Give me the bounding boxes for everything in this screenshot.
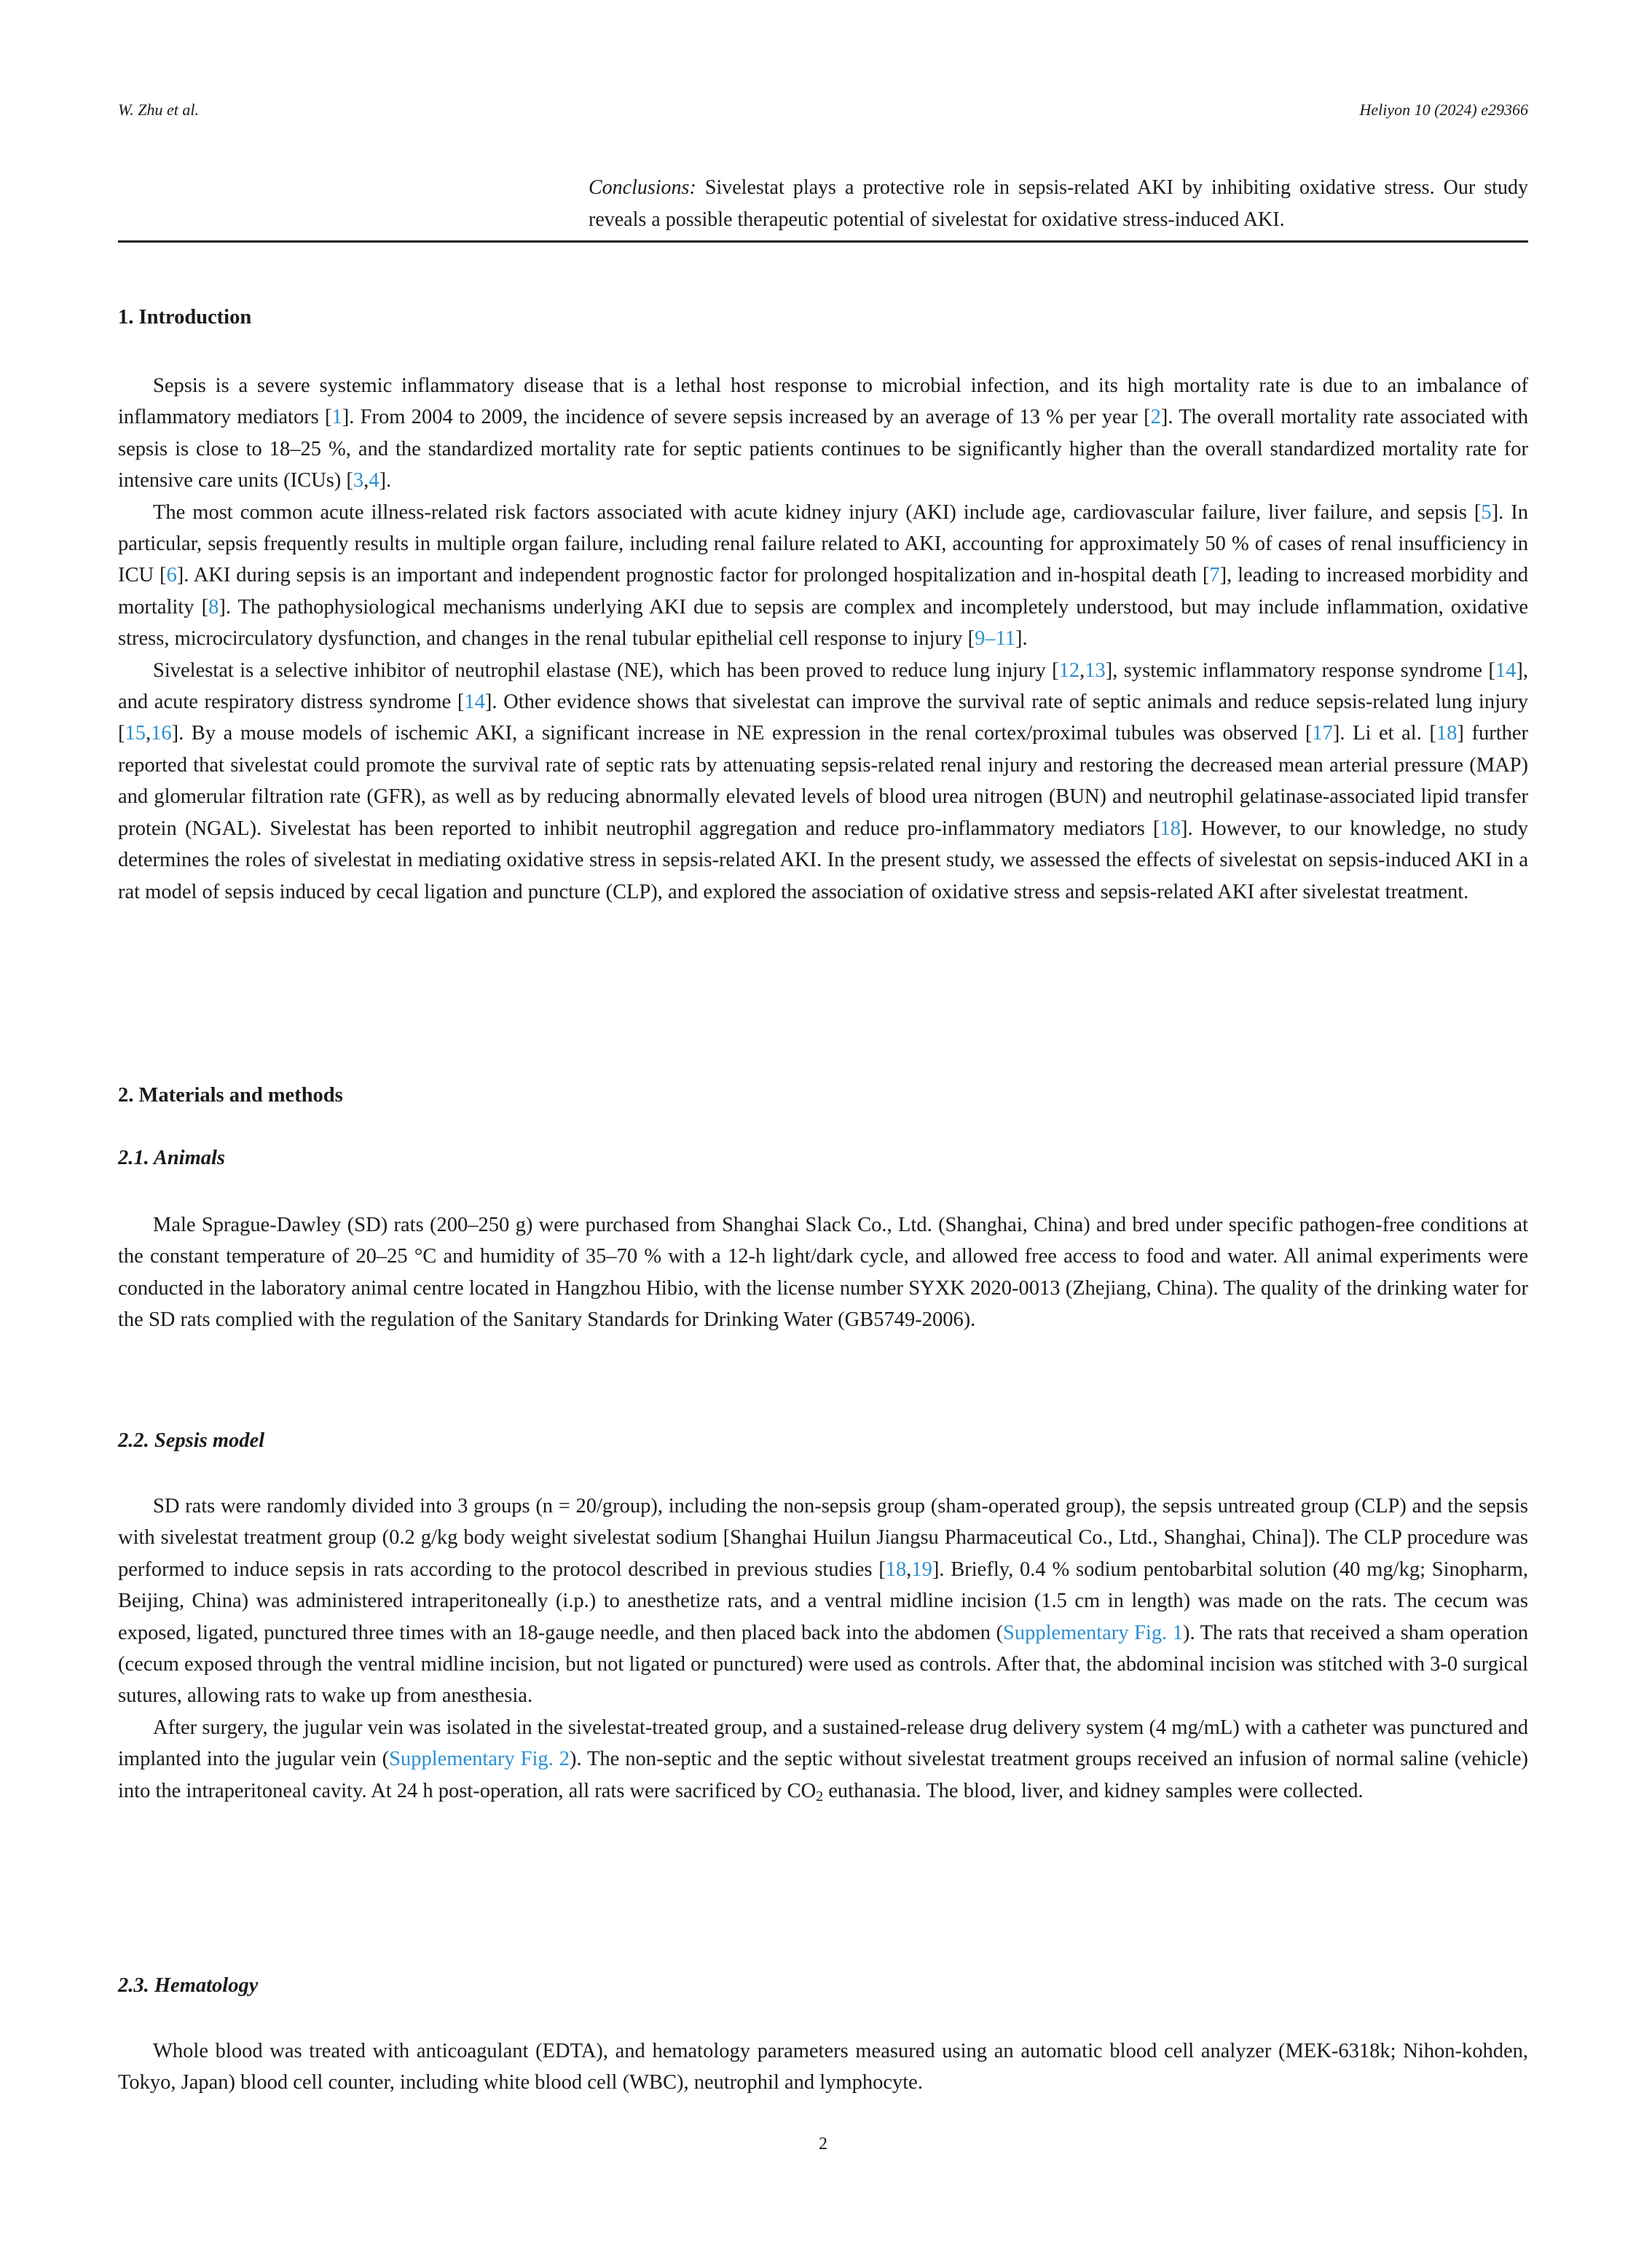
citation-link[interactable]: 14 xyxy=(1495,659,1517,682)
abstract-conclusions xyxy=(589,172,1528,236)
conclusions-text: Sivelestat plays a protective role in sepsis-related AKI by inhibiting oxidative stress. Our study reveals a possible therapeutic potential of sivelestat for oxidative stress-induced AKI. xyxy=(589,176,1528,231)
citation-link[interactable]: 17 xyxy=(1312,722,1333,745)
page-number: 2 xyxy=(819,2135,827,2153)
subsection-hematology xyxy=(118,1974,1528,1998)
intro-paragraph-3: Sivelestat is a selective inhibitor of neutrophil elastase (NE), which has been proved to reduce lung injury [12,13], systemic inflammatory response syndrome [14], and acute respiratory distress syndrome [14]. Other evidence shows that sivelestat can improve the survival rate of septic animals and reduce sepsis-related lung injury [15,16]. By a mouse models of ischemic AKI, a significant increase in NE expression in the renal cortex/proximal tubules was observed [17]. Li et al. [18] further reported that sivelestat could promote the survival rate of septic rats by attenuating sepsis-related renal injury and restoring the decreased mean arterial pressure (MAP) and glomerular filtration rate (GFR), as well as by reducing abnormally elevated levels of blood urea nitrogen (BUN) and neutrophil gelatinase-associated lipid transfer protein (NGAL). Sivelestat has been reported to inhibit neutrophil aggregation and reduce pro-inflammatory mediators [18]. However, to our knowledge, no study determines the roles of sivelestat in mediating oxidative stress in sepsis-related AKI. In the present study, we assessed the effects of sivelestat on sepsis-induced AKI in a rat model of sepsis induced by cecal ligation and puncture (CLP), and explored the association of oxidative stress and sepsis-related AKI after sivelestat treatment. xyxy=(118,659,1529,903)
citation-link[interactable]: 2 xyxy=(1150,406,1161,429)
section-title-introduction: 1. Introduction xyxy=(118,306,252,329)
citation-link[interactable]: 7 xyxy=(1209,564,1220,587)
supplementary-fig-2-link[interactable]: Supplementary Fig. 2 xyxy=(389,1748,570,1771)
section-title-methods: 2. Materials and methods xyxy=(118,1084,343,1107)
intro-paragraph-1: Sepsis is a severe systemic inflammatory disease that is a lethal host response to microbial infection, and its high mortality rate is due to an imbalance of inflammatory mediators [1]. From 2004 to 2009, the incidence of severe sepsis increased by an average of 13 % per year [2]. The overall mortality rate associated with sepsis is close to 18–25 %, and the standardized mortality rate for septic patients continues to be significantly higher than the overall standardized mortality rate for intensive care units (ICUs) [3,4]. xyxy=(118,374,1529,492)
citation-link[interactable]: 3 xyxy=(353,469,364,492)
citation-link[interactable]: 18 xyxy=(885,1558,907,1581)
citation-link[interactable]: 18 xyxy=(1160,817,1181,840)
animals-paragraph: Male Sprague-Dawley (SD) rats (200–250 g) were purchased from Shanghai Slack Co., Ltd. (Shanghai, China) and bred under specific pathogen-free conditions at the constant temperature of 20–25 °C and humidity of 35–70 % with a 12-h light/dark cycle, and allowed free access to food and water. All animal experiments were conducted in the laboratory animal centre located in Hangzhou Hibio, with the license number SYXK 2020-0013 (Zhejiang, China). The quality of the drinking water for the SD rats complied with the regulation of the Sanitary Standards for Drinking Water (GB5749-2006). xyxy=(118,1214,1528,1332)
citation-link[interactable]: 4 xyxy=(369,469,379,492)
subsection-animals xyxy=(118,1147,1528,1170)
sepsis-model-paragraph-1: SD rats were randomly divided into 3 groups (n = 20/group), including the non-sepsis group (sham-operated group), the sepsis untreated group (CLP) and the sepsis with sivelestat treatment group (0.2 g/kg body weight sivelestat sodium [Shanghai Huilun Jiangsu Pharmaceutical Co., Ltd., Shanghai, China]). The CLP procedure was performed to induce sepsis in rats according to the protocol described in previous studies [18,19]. Briefly, 0.4 % sodium pentobarbital solution (40 mg/kg; Sinopharm, Beijing, China) was administered intraperitoneally (i.p.) to anesthetize rats, and a ventral midline incision (1.5 cm in length) was made on the rats. The cecum was exposed, ligated, punctured three times with an 18-gauge needle, and then placed back into the abdomen (Supplementary Fig. 1). The rats that received a sham operation (cecum exposed through the ventral midline incision, but not ligated or punctured) were used as controls. After that, the abdominal incision was stitched with 3-0 surgical sutures, allowing rats to wake up from anesthesia. xyxy=(118,1495,1528,1708)
running-head-authors: W. Zhu et al. xyxy=(118,101,200,119)
citation-link[interactable]: 16 xyxy=(151,722,172,745)
section-introduction xyxy=(118,306,1528,329)
hematology-paragraph: Whole blood was treated with anticoagulant (EDTA), and hematology parameters measured using an automatic blood cell analyzer (MEK-6318k; Nihon-kohden, Tokyo, Japan) blood cell counter, including white blood cell (WBC), neutrophil and lymphocyte. xyxy=(118,2040,1528,2094)
sepsis-model-paragraph-2: After surgery, the jugular vein was isolated in the sivelestat-treated group, and a sustained-release drug delivery system (4 mg/mL) with a catheter was punctured and implanted into the jugular vein (Supplementary Fig. 2). The non-septic and the septic without sivelestat treatment groups received an infusion of normal saline (vehicle) into the intraperitoneal cavity. At 24 h post-operation, all rats were sacrificed by $CO_2$ euthanasia. The blood, liver, and kidney samples were collected. xyxy=(118,1716,1528,1805)
citation-link[interactable]: 9–11 xyxy=(975,627,1016,651)
intro-paragraph-2: The most common acute illness-related risk factors associated with acute kidney injury (AKI) include age, cardiovascular failure, liver failure, and sepsis [5]. In particular, sepsis frequently results in multiple organ failure, including renal failure related to AKI, accounting for approximately 50 % of cases of renal insufficiency in ICU [6]. AKI during sepsis is an important and independent prognostic factor for prolonged hospitalization and in-hospital death [7], leading to increased morbidity and mortality [8]. The pathophysiological mechanisms underlying AKI due to sepsis are complex and incompletely understood, but may include inflammation, oxidative stress, microcirculatory dysfunction, and changes in the renal tubular epithelial cell response to injury [9–11]. xyxy=(118,500,1529,651)
abstract-divider xyxy=(118,240,1528,243)
subsection-sepsis-model xyxy=(118,1429,1528,1453)
subsection-title-sepsis-model: 2.2. Sepsis model xyxy=(118,1429,265,1452)
citation-link[interactable]: 19 xyxy=(911,1558,932,1581)
intro-body xyxy=(118,370,1528,908)
citation-link[interactable]: 14 xyxy=(464,691,485,714)
hematology-body xyxy=(118,2035,1528,2099)
citation-link[interactable]: 18 xyxy=(1436,722,1458,745)
citation-link[interactable]: 12 xyxy=(1058,659,1080,682)
citation-link[interactable]: 1 xyxy=(331,406,342,429)
supplementary-fig-1-link[interactable]: Supplementary Fig. 1 xyxy=(1003,1621,1184,1644)
subsection-title-animals: 2.1. Animals xyxy=(118,1147,226,1169)
conclusions-label: Conclusions: xyxy=(589,176,696,199)
citation-link[interactable]: 5 xyxy=(1481,500,1492,524)
subsection-title-hematology: 2.3. Hematology xyxy=(118,1974,259,1997)
sepsis-model-body xyxy=(118,1491,1528,1807)
citation-link[interactable]: 13 xyxy=(1085,659,1106,682)
citation-link[interactable]: 15 xyxy=(125,722,146,745)
citation-link[interactable]: 8 xyxy=(208,595,219,619)
citation-link[interactable]: 6 xyxy=(166,564,177,587)
section-methods xyxy=(118,1084,1528,1107)
running-head-journal: Heliyon 10 (2024) e29366 xyxy=(1359,101,1528,119)
animals-body xyxy=(118,1209,1528,1336)
